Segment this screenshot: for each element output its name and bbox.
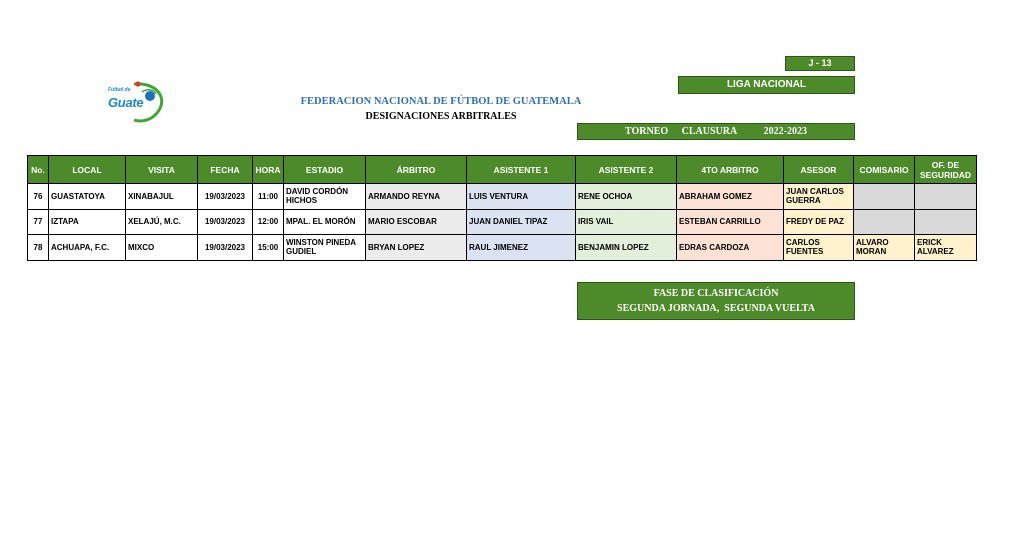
cell-hora: 15:00 <box>253 235 284 261</box>
cell-comisario <box>854 184 915 210</box>
col-header-4to-arbitro: 4TO ARBITRO <box>677 156 784 184</box>
cell-arbitro: BRYAN LOPEZ <box>366 235 467 261</box>
cell-arbitro: MARIO ESCOBAR <box>366 209 467 235</box>
col-header-fecha: FECHA <box>198 156 253 184</box>
phase-line-1: FASE DE CLASIFICACIÓN <box>653 288 779 299</box>
cell-fecha: 19/03/2023 <box>198 184 253 210</box>
logo-small-text: Fútbol de <box>108 87 131 93</box>
cell-seguridad <box>915 209 977 235</box>
designations-title: DESIGNACIONES ARBITRALES <box>365 111 517 122</box>
cell-no: 76 <box>28 184 49 210</box>
col-header-asesor: ASESOR <box>784 156 854 184</box>
cell-fecha: 19/03/2023 <box>198 209 253 235</box>
cell-local: IZTAPA <box>49 209 126 235</box>
cell-asistente-1: JUAN DANIEL TIPAZ <box>467 209 576 235</box>
cell-seguridad <box>915 184 977 210</box>
cell-visita: MIXCO <box>126 235 198 261</box>
cell-no: 78 <box>28 235 49 261</box>
federation-title: FEDERACION NACIONAL DE FÚTBOL DE GUATEMALA <box>300 96 582 107</box>
cell-comisario <box>854 209 915 235</box>
cell-local: GUASTATOYA <box>49 184 126 210</box>
cell-asesor: JUAN CARLOS GUERRA <box>784 184 854 210</box>
cell-hora: 12:00 <box>253 209 284 235</box>
col-header-estadio: ESTADIO <box>284 156 366 184</box>
cell-arbitro: ARMANDO REYNA <box>366 184 467 210</box>
cell-estadio: WINSTON PINEDA GUDIEL <box>284 235 366 261</box>
league-badge: LIGA NACIONAL <box>678 76 855 94</box>
table-row <box>28 235 977 261</box>
cell-asistente-2: BENJAMIN LOPEZ <box>576 235 677 261</box>
logo-text: Guate <box>108 95 144 110</box>
cell-hora: 11:00 <box>253 184 284 210</box>
cell-local: ACHUAPA, F.C. <box>49 235 126 261</box>
cell-asistente-1: LUIS VENTURA <box>467 184 576 210</box>
col-header-hora: HORA <box>253 156 284 184</box>
cell-asistente-2: RENE OCHOA <box>576 184 677 210</box>
table-row <box>28 184 977 210</box>
phase-badge <box>577 282 855 320</box>
col-header-visita: VISITA <box>126 156 198 184</box>
cell-4to-arbitro: EDRAS CARDOZA <box>677 235 784 261</box>
cell-comisario: ALVARO MORAN <box>854 235 915 261</box>
phase-line-2: SEGUNDA JORNADA, SEGUNDA VUELTA <box>617 303 815 314</box>
jornada-badge: J - 13 <box>785 56 855 71</box>
cell-asistente-2: IRIS VAIL <box>576 209 677 235</box>
cell-estadio: DAVID CORDÓN HICHOS <box>284 184 366 210</box>
assignments-table <box>27 155 977 261</box>
table-row <box>28 209 977 235</box>
col-header-local: LOCAL <box>49 156 126 184</box>
cell-seguridad: ERICK ALVAREZ <box>915 235 977 261</box>
federation-logo <box>104 78 170 124</box>
cell-fecha: 19/03/2023 <box>198 235 253 261</box>
col-header-asistente-1: ASISTENTE 1 <box>467 156 576 184</box>
cell-visita: XINABAJUL <box>126 184 198 210</box>
col-header-asistente-2: ASISTENTE 2 <box>576 156 677 184</box>
cell-no: 77 <box>28 209 49 235</box>
cell-visita: XELAJÚ, M.C. <box>126 209 198 235</box>
table-header-row <box>28 156 977 184</box>
col-header-arbitro: ÁRBITRO <box>366 156 467 184</box>
cell-4to-arbitro: ESTEBAN CARRILLO <box>677 209 784 235</box>
tournament-badge: TORNEO CLAUSURA 2022-2023 <box>577 123 855 140</box>
cell-estadio: MPAL. EL MORÓN <box>284 209 366 235</box>
col-header-no: No. <box>28 156 49 184</box>
col-header-seguridad: OF. DE SEGURIDAD <box>915 156 977 184</box>
col-header-comisario: COMISARIO <box>854 156 915 184</box>
cell-asesor: CARLOS FUENTES <box>784 235 854 261</box>
cell-asesor: FREDY DE PAZ <box>784 209 854 235</box>
cell-4to-arbitro: ABRAHAM GOMEZ <box>677 184 784 210</box>
cell-asistente-1: RAUL JIMENEZ <box>467 235 576 261</box>
